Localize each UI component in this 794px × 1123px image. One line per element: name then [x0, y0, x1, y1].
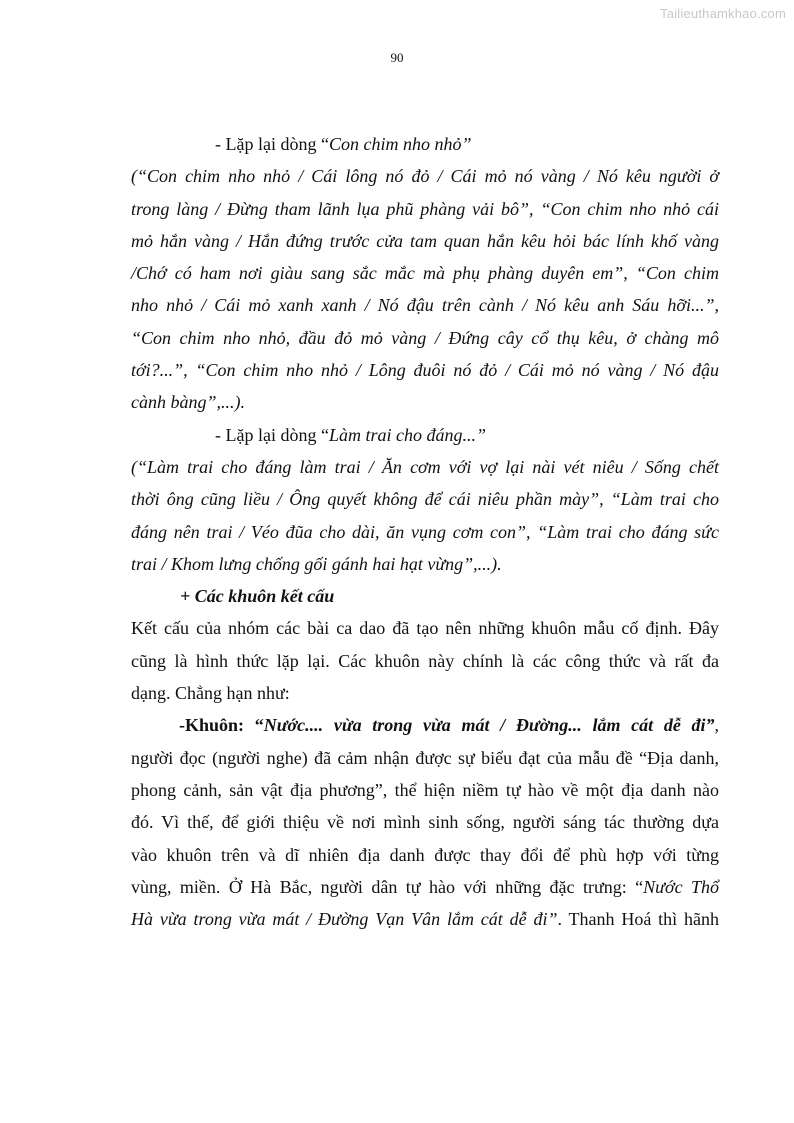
repeat-line-heading-1	[131, 128, 719, 160]
heading-quote: Làm trai cho đáng...”	[328, 424, 486, 445]
example-line: (“Con chim nho nhỏ / Cái lông nó đỏ / Cái mỏ nó vàng / Nó kêu người ở	[131, 166, 719, 187]
formula-tail: ,	[714, 715, 719, 736]
example-line: nho nhỏ / Cái mỏ xanh xanh / Nó đậu trên cành / Nó kêu anh Sáu hỡi...”,	[131, 295, 719, 316]
example-line: “Con chim nho nhỏ, đầu đỏ mỏ vàng / Đứng cây cổ thụ kêu, ở chàng mô	[131, 327, 719, 348]
heading-quote: Con chim nho nhỏ”	[328, 134, 472, 154]
paragraph-line: cũng là hình thức lặp lại. Các khuôn này chính là các công thức và rất đa	[131, 650, 719, 671]
paragraph-line: đó. Vì thế, để giới thiệu về nơi mình sinh sống, người sáng tác thường dựa	[131, 812, 719, 833]
page-number: 90	[390, 50, 404, 65]
line-text: . Thanh Hoá thì hãnh	[557, 909, 719, 930]
example-line: trong làng / Đừng tham lãnh lụa phũ phàng vải bô”, “Con chim nho nhỏ cái	[131, 198, 719, 219]
paragraph-line: phong cảnh, sản vật địa phương”, thể hiện niềm tự hào về một địa danh nào	[131, 779, 719, 800]
example-line: trai / Khom lưng chống gối gánh hai hạt vừng”,...).	[131, 553, 502, 574]
document-body	[131, 128, 719, 935]
example-line: cành bàng”,...).	[131, 392, 245, 413]
formula-line	[131, 709, 719, 741]
example-line: mỏ hắn vàng / Hắn đứng trước cửa tam quan hắn kêu hỏi bác lính khố vàng	[131, 230, 719, 251]
formula-label: -Khuôn: “	[179, 715, 264, 736]
example-line: đáng nên trai / Véo đũa cho dài, ăn vụng cơm con”, “Làm trai cho đáng sức	[131, 521, 719, 542]
example-line: thời ông cũng liều / Ông quyết không để cái niêu phần mày”, “Làm trai cho	[131, 489, 719, 510]
formula-text: Nước.... vừa trong vừa mát / Đường... lắm cát dễ đi”	[263, 715, 715, 736]
line-text: vùng, miền. Ở Hà Bắc, người dân tự hào với những đặc trưng: “	[131, 876, 644, 897]
heading-prefix: - Lặp lại dòng “	[215, 424, 329, 445]
example-line: /Chớ có ham nơi giàu sang sắc mắc mà phụ phàng duyên em”, “Con chim	[131, 263, 719, 284]
paragraph-line	[131, 903, 719, 935]
paragraph-line: vào khuôn trên và dĩ nhiên địa danh được thay đổi để phù hợp với từng	[131, 844, 719, 865]
paragraph-line: người đọc (người nghe) đã cảm nhận được sự biểu đạt của mẫu đề “Địa danh,	[131, 747, 719, 768]
line-italic: Hà vừa trong vừa mát / Đường Vạn Vân lắm cát dễ đi”	[131, 909, 558, 930]
heading-prefix: - Lặp lại dòng “	[215, 134, 329, 154]
line-italic: Nước Thổ	[643, 876, 720, 897]
example-line: (“Làm trai cho đáng làm trai / Ăn cơm với vợ lại nài vét niêu / Sống chết	[131, 456, 719, 477]
section-heading: + Các khuôn kết cấu	[180, 586, 335, 607]
paragraph-line: dạng. Chẳng hạn như:	[131, 683, 290, 704]
paragraph-line: Kết cấu của nhóm các bài ca dao đã tạo nên những khuôn mẫu cố định. Đây	[131, 618, 719, 639]
repeat-line-heading-2	[131, 419, 719, 451]
paragraph-line	[131, 871, 719, 903]
watermark: Tailieuthamkhao.com	[660, 6, 786, 21]
example-line: tới?...”, “Con chim nho nhỏ / Lông đuôi nó đỏ / Cái mỏ nó vàng / Nó đậu	[131, 360, 719, 381]
